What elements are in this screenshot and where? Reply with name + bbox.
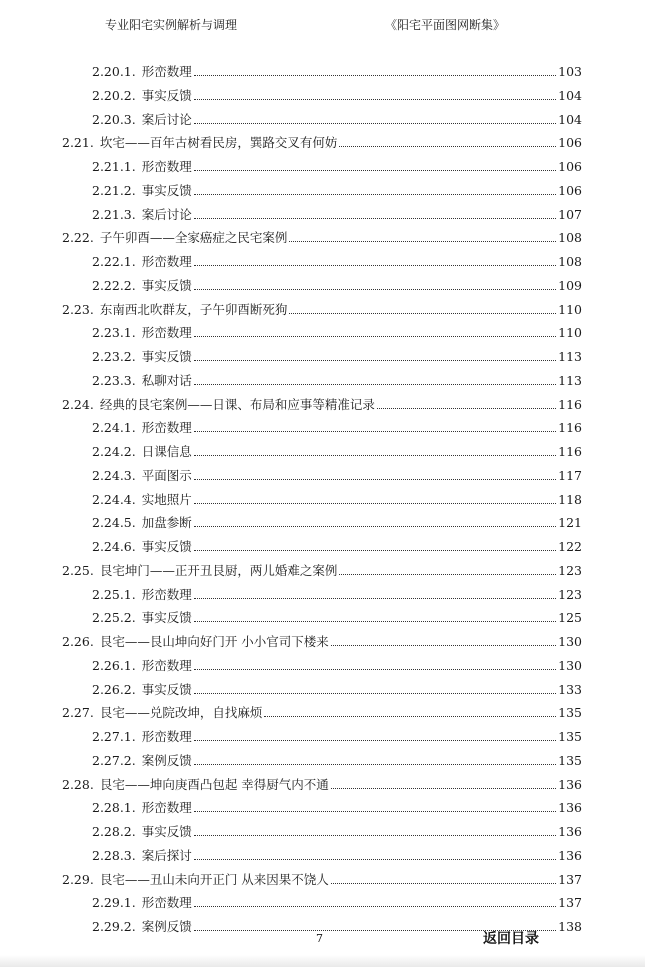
toc-subsection-entry[interactable]	[92, 678, 582, 698]
toc-entry-title: 平面图示	[141, 467, 192, 483]
toc-dot-leader	[194, 98, 556, 100]
toc-entry-number: 2.21.2.	[92, 182, 136, 198]
toc-dot-leader	[194, 264, 556, 266]
toc-entry-title: 艮宅——艮山坤向好门开 小小官司下楼来	[99, 634, 329, 649]
toc-entry-number: 2.24.	[62, 396, 94, 412]
toc-subsection-entry[interactable]	[92, 155, 582, 175]
toc-entry-number: 2.25.2.	[92, 610, 136, 626]
toc-subsection-entry[interactable]	[92, 60, 582, 80]
toc-entry-title: 事实反馈	[141, 539, 192, 554]
toc-subsection-entry[interactable]	[92, 820, 582, 840]
toc-subsection-entry[interactable]	[92, 108, 582, 128]
toc-entry-title: 形峦数理	[141, 159, 192, 174]
toc-entry-page: 107	[558, 206, 582, 222]
toc-entry-number: 2.25.1.	[92, 586, 136, 602]
toc-subsection-entry[interactable]	[92, 464, 582, 484]
toc-dot-leader	[331, 882, 556, 884]
toc-entry-number: 2.26.1.	[92, 657, 136, 673]
toc-entry-title: 私聊对话	[141, 372, 192, 388]
toc-entry-title: 加盘参断	[141, 515, 192, 531]
toc-entry-page: 116	[558, 420, 582, 436]
toc-entry-page: 125	[558, 610, 582, 626]
page-number: 7	[316, 932, 323, 945]
toc-entry-title: 形峦数理	[141, 64, 192, 79]
toc-dot-leader	[289, 240, 556, 242]
toc-entry-title: 事实反馈	[141, 824, 192, 839]
toc-subsection-entry[interactable]	[92, 440, 582, 460]
toc-entry-page: 135	[558, 752, 582, 768]
toc-entry-title: 案例反馈	[141, 752, 192, 768]
toc-entry-title: 案例反馈	[141, 919, 192, 934]
toc-entry-page: 130	[558, 634, 582, 649]
toc-entry-page: 123	[558, 562, 582, 578]
toc-entry-number: 2.21.1.	[92, 159, 136, 174]
toc-entry-number: 2.23.	[62, 301, 94, 317]
toc-dot-leader	[194, 905, 556, 907]
toc-entry-number: 2.27.2.	[92, 752, 136, 768]
toc-subsection-entry[interactable]	[92, 369, 582, 389]
toc-dot-leader	[194, 193, 556, 195]
toc-entry-title: 艮宅坤门——正开丑艮厨，两儿婚难之案例	[99, 562, 338, 578]
toc-dot-leader	[194, 549, 556, 551]
toc-entry-page: 117	[558, 467, 582, 483]
toc-subsection-entry[interactable]	[92, 321, 582, 341]
toc-entry-page: 136	[558, 800, 582, 816]
toc-entry-title: 形峦数理	[141, 254, 192, 269]
toc-entry-number: 2.22.1.	[92, 254, 136, 269]
toc-entry-title: 艮宅——兑院改坤，自找麻烦	[99, 705, 263, 721]
toc-entry-title: 艮宅——坤向庚酉凸包起 幸得厨气内不通	[99, 776, 329, 792]
toc-entry-title: 日课信息	[141, 444, 192, 459]
toc-entry-page: 104	[558, 111, 582, 127]
toc-entry-page: 136	[558, 776, 582, 792]
toc-dot-leader	[194, 502, 556, 504]
toc-dot-leader	[194, 620, 556, 622]
toc-entry-number: 2.28.	[62, 776, 94, 792]
toc-dot-leader	[339, 145, 556, 147]
toc-subsection-entry[interactable]	[92, 891, 582, 911]
toc-subsection-entry[interactable]	[92, 844, 582, 864]
header-book-title: 《阳宅平面图网断集》	[385, 18, 506, 32]
toc-entry-number: 2.22.	[62, 230, 94, 246]
toc-entry-number: 2.21.3.	[92, 206, 136, 222]
toc-entry-page: 116	[558, 444, 582, 459]
toc-subsection-entry[interactable]	[92, 583, 582, 603]
toc-entry-number: 2.20.3.	[92, 111, 136, 127]
toc-section-entry[interactable]	[62, 701, 582, 721]
toc-section-entry[interactable]	[62, 393, 582, 413]
toc-entry-number: 2.28.2.	[92, 824, 136, 839]
scan-edge	[0, 955, 645, 967]
toc-entry-number: 2.20.2.	[92, 87, 136, 103]
toc-entry-title: 案后讨论	[141, 206, 192, 222]
toc-dot-leader	[194, 834, 556, 836]
toc-entry-page: 133	[558, 681, 582, 697]
toc-section-entry[interactable]	[62, 868, 582, 888]
toc-dot-leader	[194, 739, 556, 741]
toc-entry-title: 事实反馈	[141, 87, 192, 103]
toc-subsection-entry[interactable]	[92, 179, 582, 199]
toc-section-entry[interactable]	[62, 630, 582, 650]
toc-entry-title: 形峦数理	[141, 420, 192, 436]
toc-dot-leader	[194, 383, 556, 385]
toc-entry-page: 118	[558, 491, 582, 507]
toc-entry-title: 事实反馈	[141, 277, 192, 293]
toc-section-entry[interactable]	[62, 298, 582, 318]
toc-subsection-entry[interactable]	[92, 84, 582, 104]
toc-dot-leader	[194, 359, 556, 361]
toc-entry-page: 110	[558, 325, 582, 341]
toc-entry-title: 艮宅——丑山未向开正门 从来因果不饶人	[99, 871, 329, 887]
page-header	[0, 12, 645, 34]
toc-subsection-entry[interactable]	[92, 606, 582, 626]
toc-entry-number: 2.29.	[62, 871, 94, 887]
toc-dot-leader	[331, 787, 556, 789]
toc-entry-page: 138	[558, 919, 582, 934]
toc-entry-title: 事实反馈	[141, 349, 192, 364]
toc-section-entry[interactable]	[62, 226, 582, 246]
toc-dot-leader	[194, 74, 556, 76]
toc-entry-page: 110	[558, 301, 582, 317]
toc-entry-number: 2.24.2.	[92, 444, 136, 459]
toc-entry-page: 136	[558, 824, 582, 839]
toc-entry-number: 2.24.3.	[92, 467, 136, 483]
toc-dot-leader	[194, 217, 556, 219]
toc-entry-page: 135	[558, 705, 582, 721]
toc-entry-number: 2.22.2.	[92, 277, 136, 293]
back-to-contents-link[interactable]: 返回目录	[483, 931, 539, 947]
toc-entry-number: 2.23.1.	[92, 325, 136, 341]
toc-entry-page: 121	[558, 515, 582, 531]
toc-dot-leader	[331, 644, 556, 646]
toc-dot-leader	[194, 525, 556, 527]
toc-entry-number: 2.27.	[62, 705, 94, 721]
toc-entry-number: 2.23.2.	[92, 349, 136, 364]
toc-entry-page: 103	[558, 64, 582, 79]
toc-dot-leader	[194, 288, 556, 290]
toc-entry-page: 123	[558, 586, 582, 602]
toc-entry-page: 104	[558, 87, 582, 103]
toc-entry-number: 2.26.	[62, 634, 94, 649]
toc-entry-page: 106	[558, 135, 582, 151]
toc-dot-leader	[377, 407, 556, 409]
toc-subsection-entry[interactable]	[92, 203, 582, 223]
toc-subsection-entry[interactable]	[92, 250, 582, 270]
toc-entry-title: 东南西北吹群友，子午卯酉断死狗	[99, 301, 288, 317]
toc-entry-number: 2.27.1.	[92, 729, 136, 744]
toc-subsection-entry[interactable]	[92, 274, 582, 294]
toc-entry-number: 2.28.1.	[92, 800, 136, 816]
toc-entry-number: 2.26.2.	[92, 681, 136, 697]
toc-entry-number: 2.24.4.	[92, 491, 136, 507]
toc-entry-title: 案后探讨	[141, 847, 192, 863]
toc-entry-page: 113	[558, 372, 582, 388]
toc-dot-leader	[264, 715, 556, 717]
toc-entry-page: 122	[558, 539, 582, 554]
toc-entry-page: 109	[558, 277, 582, 293]
toc-entry-page: 113	[558, 349, 582, 364]
toc-entry-page: 135	[558, 729, 582, 744]
toc-subsection-entry[interactable]	[92, 345, 582, 365]
toc-entry-page: 108	[558, 254, 582, 269]
toc-subsection-entry[interactable]	[92, 488, 582, 508]
toc-dot-leader	[194, 858, 556, 860]
toc-entry-title: 形峦数理	[141, 657, 192, 673]
toc-entry-number: 2.20.1.	[92, 64, 136, 79]
toc-entry-title: 坎宅——百年古树看民房，巽路交叉有何妨	[99, 135, 338, 151]
toc-subsection-entry[interactable]	[92, 749, 582, 769]
toc-entry-number: 2.23.3.	[92, 372, 136, 388]
toc-dot-leader	[194, 668, 556, 670]
toc-section-entry[interactable]	[62, 131, 582, 151]
toc-entry-title: 事实反馈	[141, 182, 192, 198]
toc-entry-number: 2.29.1.	[92, 895, 136, 911]
toc-dot-leader	[194, 169, 556, 171]
toc-entry-page: 136	[558, 847, 582, 863]
toc-entry-number: 2.24.5.	[92, 515, 136, 531]
toc-entry-page: 108	[558, 230, 582, 246]
toc-entry-page: 106	[558, 182, 582, 198]
toc-entry-title: 子午卯酉——全家癌症之民宅案例	[99, 230, 288, 246]
toc-subsection-entry[interactable]	[92, 654, 582, 674]
toc-subsection-entry[interactable]	[92, 725, 582, 745]
toc-dot-leader	[194, 122, 556, 124]
toc-entry-number: 2.24.6.	[92, 539, 136, 554]
toc-entry-number: 2.25.	[62, 562, 94, 578]
toc-entry-title: 经典的艮宅案例——日课、布局和应事等精准记录	[99, 396, 375, 412]
toc-entry-page: 106	[558, 159, 582, 174]
toc-entry-title: 形峦数理	[141, 586, 192, 602]
toc-dot-leader	[339, 573, 556, 575]
toc-entry-title: 形峦数理	[141, 895, 192, 911]
toc-section-entry[interactable]	[62, 559, 582, 579]
toc-entry-title: 形峦数理	[141, 800, 192, 816]
toc-subsection-entry[interactable]	[92, 511, 582, 531]
toc-entry-number: 2.21.	[62, 135, 94, 151]
toc-entry-title: 实地照片	[141, 491, 192, 507]
toc-entry-title: 形峦数理	[141, 729, 192, 744]
toc-subsection-entry[interactable]	[92, 796, 582, 816]
toc-dot-leader	[194, 692, 556, 694]
toc-dot-leader	[194, 763, 556, 765]
toc-dot-leader	[194, 597, 556, 599]
toc-entry-number: 2.24.1.	[92, 420, 136, 436]
toc-dot-leader	[194, 335, 556, 337]
toc-dot-leader	[289, 312, 556, 314]
toc-entry-number: 2.29.2.	[92, 919, 136, 934]
toc-entry-title: 形峦数理	[141, 325, 192, 341]
toc-dot-leader	[194, 810, 556, 812]
toc-entry-number: 2.28.3.	[92, 847, 136, 863]
toc-entry-page: 137	[558, 871, 582, 887]
toc-subsection-entry[interactable]	[92, 416, 582, 436]
toc-entry-page: 116	[558, 396, 582, 412]
toc-section-entry[interactable]	[62, 773, 582, 793]
toc-entry-page: 137	[558, 895, 582, 911]
toc-entry-title: 案后讨论	[141, 111, 192, 127]
toc-entry-title: 事实反馈	[141, 610, 192, 626]
toc-dot-leader	[194, 430, 556, 432]
toc-dot-leader	[194, 478, 556, 480]
toc-entry-title: 事实反馈	[141, 681, 192, 697]
toc-subsection-entry[interactable]	[92, 535, 582, 555]
header-book-subtitle: 专业阳宅实例解析与调理	[105, 18, 238, 32]
toc-entry-page: 130	[558, 657, 582, 673]
toc-dot-leader	[194, 454, 556, 456]
